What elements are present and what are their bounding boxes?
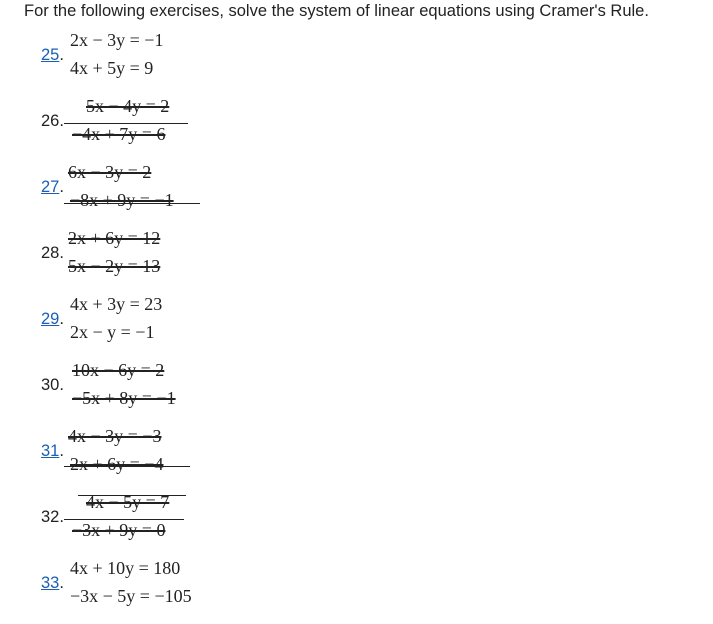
exercise-30 (0, 362, 713, 426)
equation-2: 2x − y = −1 (70, 322, 155, 342)
exercise-link[interactable]: 31 (41, 442, 60, 460)
exercise-link[interactable]: 25 (41, 46, 60, 64)
equation-1: 2x + 6y = 12 (68, 228, 161, 248)
exercise-number: 30. (41, 376, 64, 394)
exercise-26 (0, 98, 713, 162)
equation-1: 5x − 4y = 2 (86, 96, 170, 116)
exercise-number-text: 28 (41, 244, 60, 262)
exercise-28 (0, 230, 713, 294)
exercise-number[interactable]: 25. (41, 46, 64, 64)
equation-2: 2x + 6y = −4 (70, 454, 164, 474)
exercise-number[interactable]: 29. (41, 310, 64, 328)
exercise-25 (0, 32, 713, 96)
equation-1: 4x + 10y = 180 (70, 558, 181, 578)
equation-2: −3x + 9y = 0 (72, 520, 166, 540)
exercise-number[interactable]: 33. (41, 574, 64, 592)
strike-bar (64, 203, 200, 204)
exercise-number-text: 26 (41, 112, 60, 130)
overline-bar (64, 519, 184, 520)
exercise-link[interactable]: 27 (41, 178, 60, 196)
equation-1: 4x + 3y = 23 (70, 294, 163, 314)
equation-2: −8x + 9y = −1 (70, 190, 174, 210)
overline-bar (78, 495, 186, 496)
overline-bar (64, 123, 188, 124)
instructions: For the following exercises, solve the system of linear equations using Cramer's Rule. (24, 2, 649, 20)
exercise-33 (0, 560, 713, 624)
equation-2: −5x + 8y = −1 (72, 388, 176, 408)
equation-2: −4x + 7y = 6 (72, 124, 166, 144)
exercise-29 (0, 296, 713, 360)
equation-2: 5x − 2y = 13 (68, 256, 161, 276)
exercise-number: 32. (41, 508, 64, 526)
equation-1: 4x − 3y = −3 (68, 426, 162, 446)
equation-1: 10x − 6y = 2 (72, 360, 165, 380)
equation-1: 6x − 3y = 2 (68, 162, 152, 182)
exercise-number[interactable]: 27. (41, 178, 64, 196)
equation-1: 2x − 3y = −1 (70, 30, 164, 50)
exercise-link[interactable]: 29 (41, 310, 60, 328)
equation-2: 4x + 5y = 9 (70, 58, 154, 78)
exercise-number: 26. (41, 112, 64, 130)
exercise-number: 28. (41, 244, 64, 262)
exercise-32 (0, 494, 713, 558)
exercise-number-text: 32 (41, 508, 60, 526)
exercise-number[interactable]: 31. (41, 442, 64, 460)
exercise-27 (0, 164, 713, 228)
exercise-number-text: 30 (41, 376, 60, 394)
exercise-31 (0, 428, 713, 492)
equation-2: −3x − 5y = −105 (70, 586, 192, 606)
exercise-link[interactable]: 33 (41, 574, 60, 592)
strike-bar (64, 466, 190, 467)
equation-1: 4x − 5y = 7 (86, 492, 170, 512)
